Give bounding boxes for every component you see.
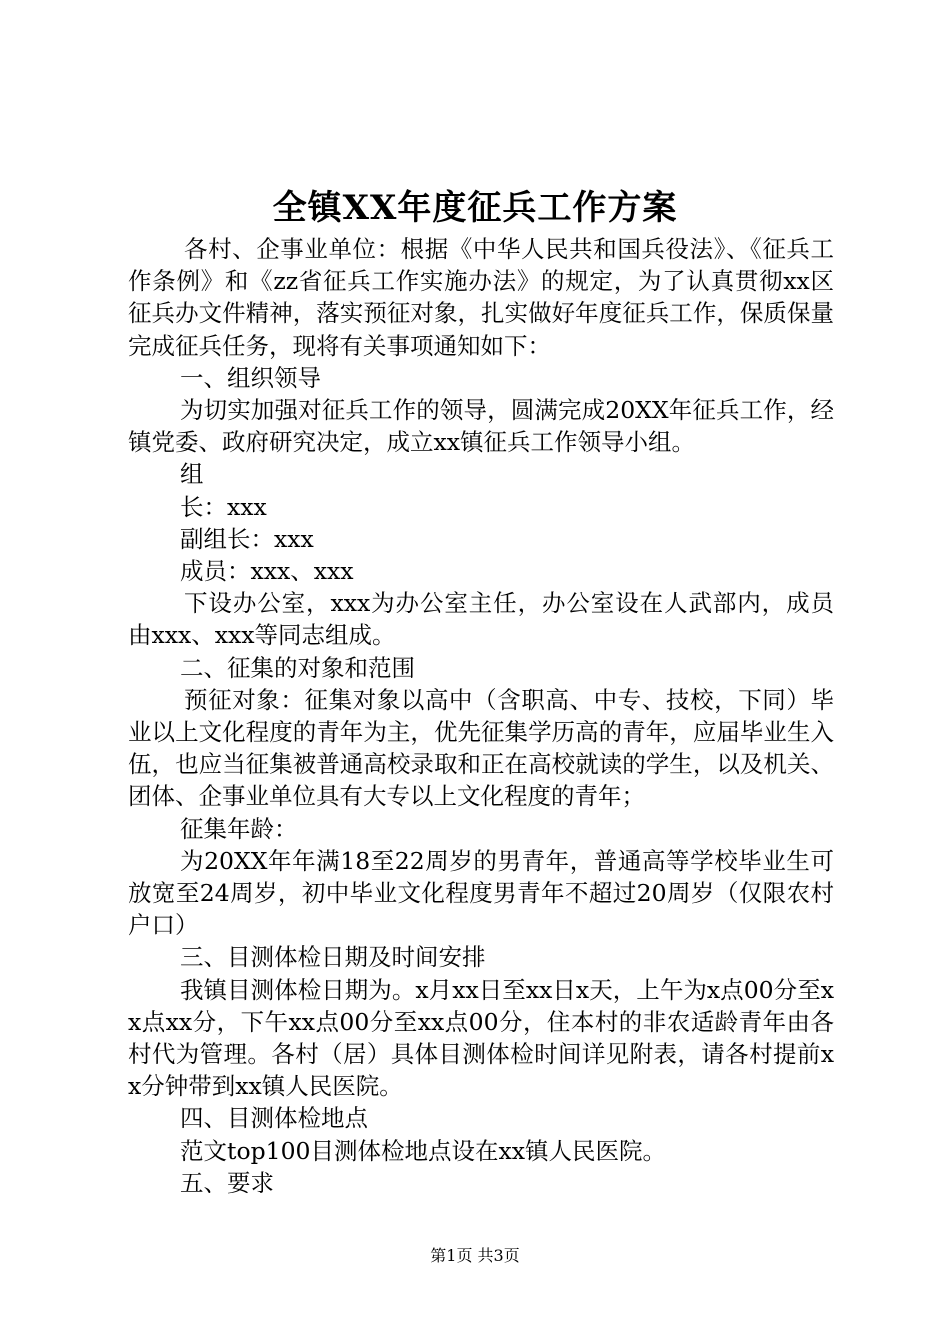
group-label-fragment: 组 [180, 460, 204, 489]
heading-schedule: 三、目测体检日期及时间安排 [180, 943, 486, 972]
paragraph-targets: 预征对象：征集对象以高中（含职高、中专、技校，下同）毕业以上文化程度的青年为主，优先征集学历高的青年，应届毕业生入伍，也应当征集被普通高校录取和正在高校就读的学生，以及机关、团体、企事业单位具有大专以上文化程度的青年； [128, 685, 834, 811]
paragraph-age: 为20XX年年满18至22周岁的男青年，普通高等学校毕业生可放宽至24周岁，初中毕业文化程度男青年不超过20周岁（仅限农村户口） [128, 846, 834, 940]
group-leader: 长：xxx [180, 492, 267, 521]
heading-targets: 二、征集的对象和范围 [180, 653, 415, 682]
document-body [128, 233, 834, 1199]
document-title: 全镇XX年度征兵工作方案 [272, 188, 678, 228]
paragraph-location: 范文top100目测体检地点设在xx镇人民医院。 [180, 1136, 666, 1165]
paragraph-schedule: 我镇目测体检日期为。x月xx日至xx日x天，上午为x点00分至xx点xx分，下午xx点00分至xx点00分，住本村的非农适龄青年由各村代为管理。各村（居）具体目测体检时间详见附表，请各村提前xx分钟带到xx镇人民医院。 [128, 975, 834, 1101]
group-members: 成员：xxx、xxx [180, 557, 354, 586]
paragraph-intro: 各村、企事业单位：根据《中华人民共和国兵役法》、《征兵工作条例》和《zz省征兵工作实施办法》的规定，为了认真贯彻xx区征兵办文件精神，落实预征对象，扎实做好年度征兵工作，保质保量完成征兵任务，现将有关事项通知如下： [128, 235, 834, 360]
page-footer: 第1页 共3页 [430, 1246, 520, 1265]
paragraph-organization: 为切实加强对征兵工作的领导，圆满完成20XX年征兵工作，经镇党委、政府研究决定，成立xx镇征兵工作领导小组。 [128, 396, 834, 457]
paragraph-office: 下设办公室，xxx为办公室主任，办公室设在人武部内，成员由xxx、xxx等同志组成。 [128, 589, 834, 650]
heading-location: 四、目测体检地点 [180, 1104, 368, 1133]
heading-organization: 一、组织领导 [180, 363, 321, 392]
deputy-leader: 副组长：xxx [180, 524, 314, 553]
heading-requirements: 五、要求 [180, 1168, 274, 1197]
heading-age: 征集年龄： [180, 814, 298, 843]
